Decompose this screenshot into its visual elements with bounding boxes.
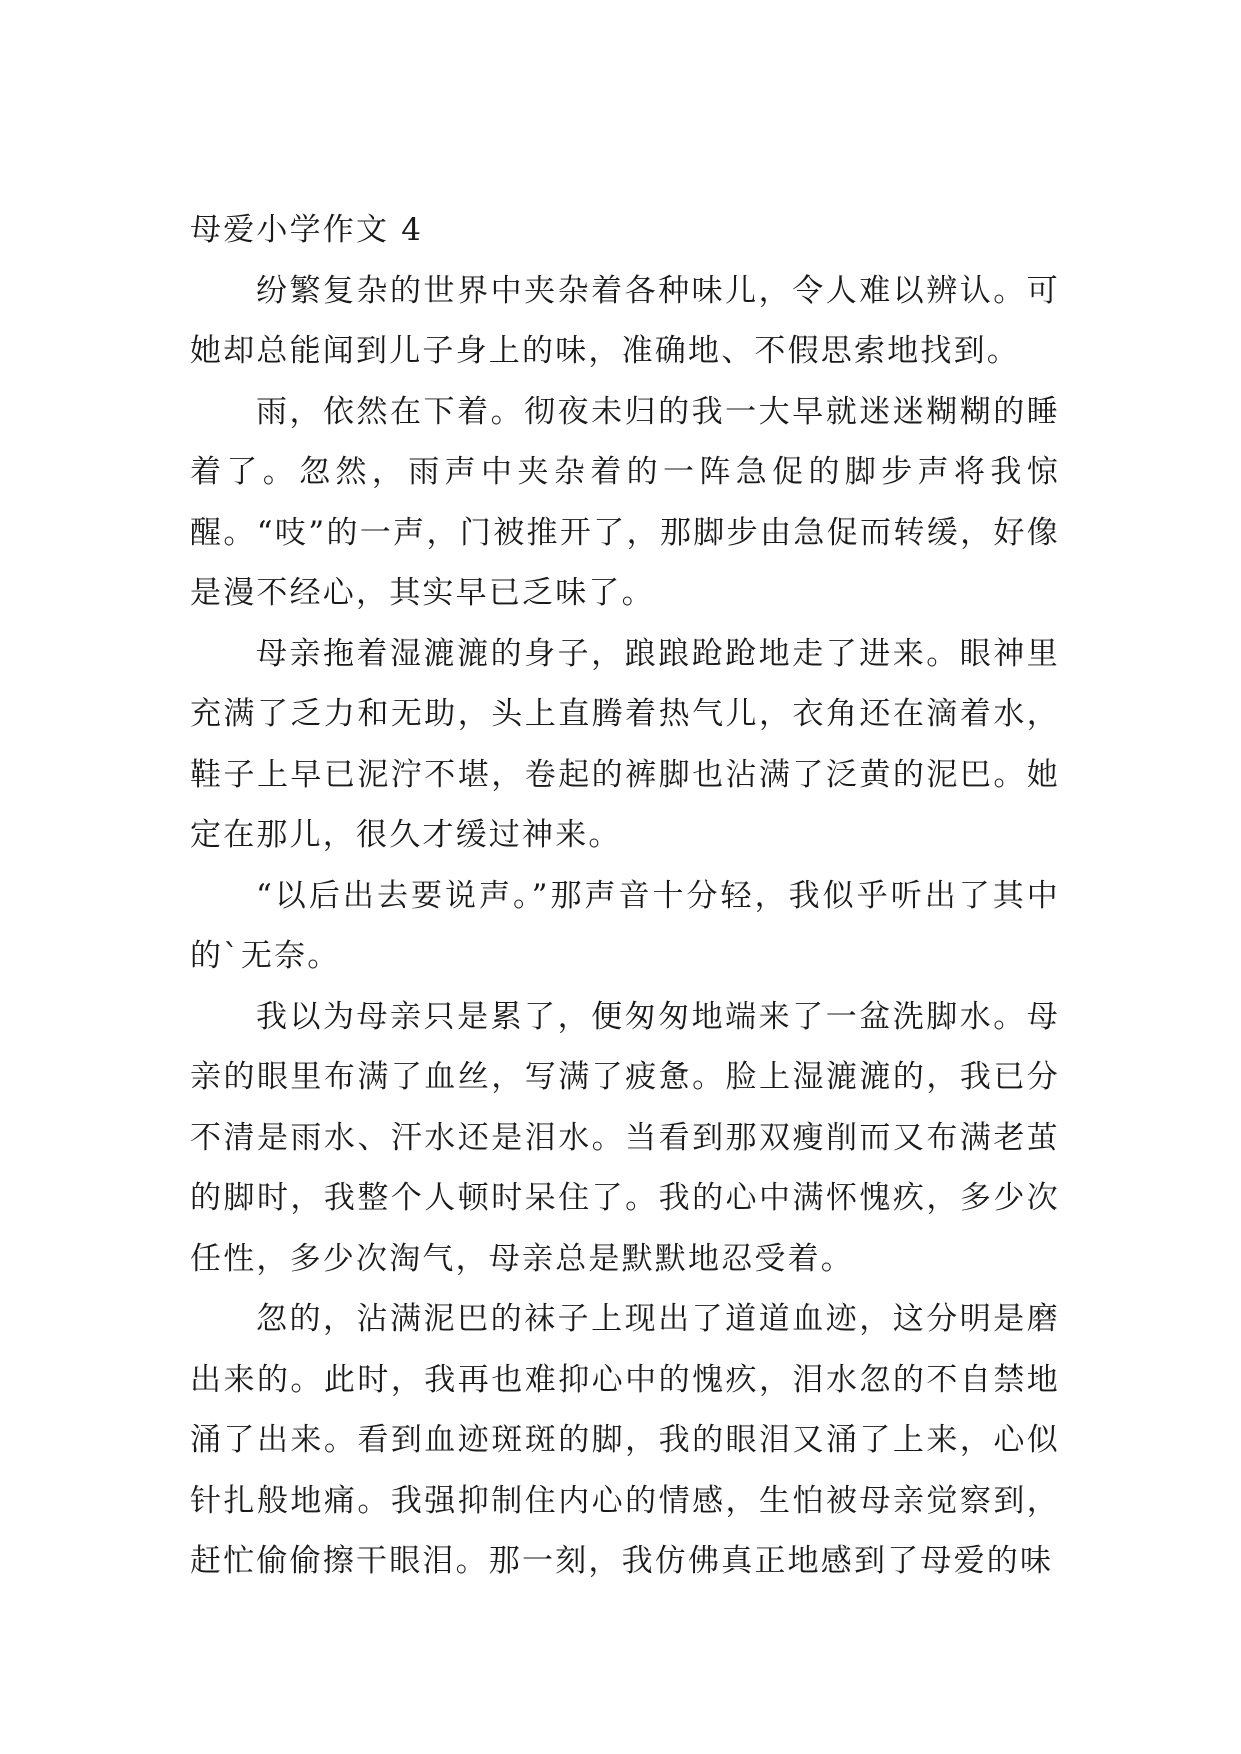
paragraph-2: 雨，依然在下着。彻夜未归的我一大早就迷迷糊糊的睡着了。忽然，雨声中夹杂着的一阵急促的脚步声将我惊醒。“吱”的一声，门被推开了，那脚步由急促而转缓，好像是漫不经心，其实早已乏味了。: [190, 393, 1060, 611]
paragraph-3: 母亲拖着湿漉漉的身子，踉踉跄跄地走了进来。眼神里充满了乏力和无助，头上直腾着热气儿，衣角还在滴着水，鞋子上早已泥泞不堪，卷起的裤脚也沾满了泛黄的泥巴。她定在那儿，很久才缓过神来。: [190, 635, 1060, 853]
paragraph-4: “以后出去要说声。”那声音十分轻，我似乎听出了其中的`无奈。: [190, 877, 1060, 974]
document-title: 母爱小学作文 4: [190, 212, 424, 248]
paragraph-1: 纷繁复杂的世界中夹杂着各种味儿，令人难以辨认。可她却总能闻到儿子身上的味，准确地、不假思索地找到。: [190, 272, 1060, 369]
document-body: [190, 200, 1060, 1592]
paragraph-5: 我以为母亲只是累了，便匆匆地端来了一盆洗脚水。母亲的眼里布满了血丝，写满了疲惫。脸上湿漉漉的，我已分不清是雨水、汗水还是泪水。当看到那双瘦削而又布满老茧的脚时，我整个人顿时呆住了。我的心中满怀愧疚，多少次任性，多少次淘气，母亲总是默默地忍受着。: [190, 998, 1060, 1277]
paragraph-6: 忽的，沾满泥巴的袜子上现出了道道血迹，这分明是磨出来的。此时，我再也难抑心中的愧疚，泪水忽的不自禁地涌了出来。看到血迹斑斑的脚，我的眼泪又涌了上来，心似针扎般地痛。我强抑制住内心的情感，生怕被母亲觉察到，赶忙偷偷擦干眼泪。那一刻，我仿佛真正地感到了母爱的味: [190, 1301, 1060, 1579]
